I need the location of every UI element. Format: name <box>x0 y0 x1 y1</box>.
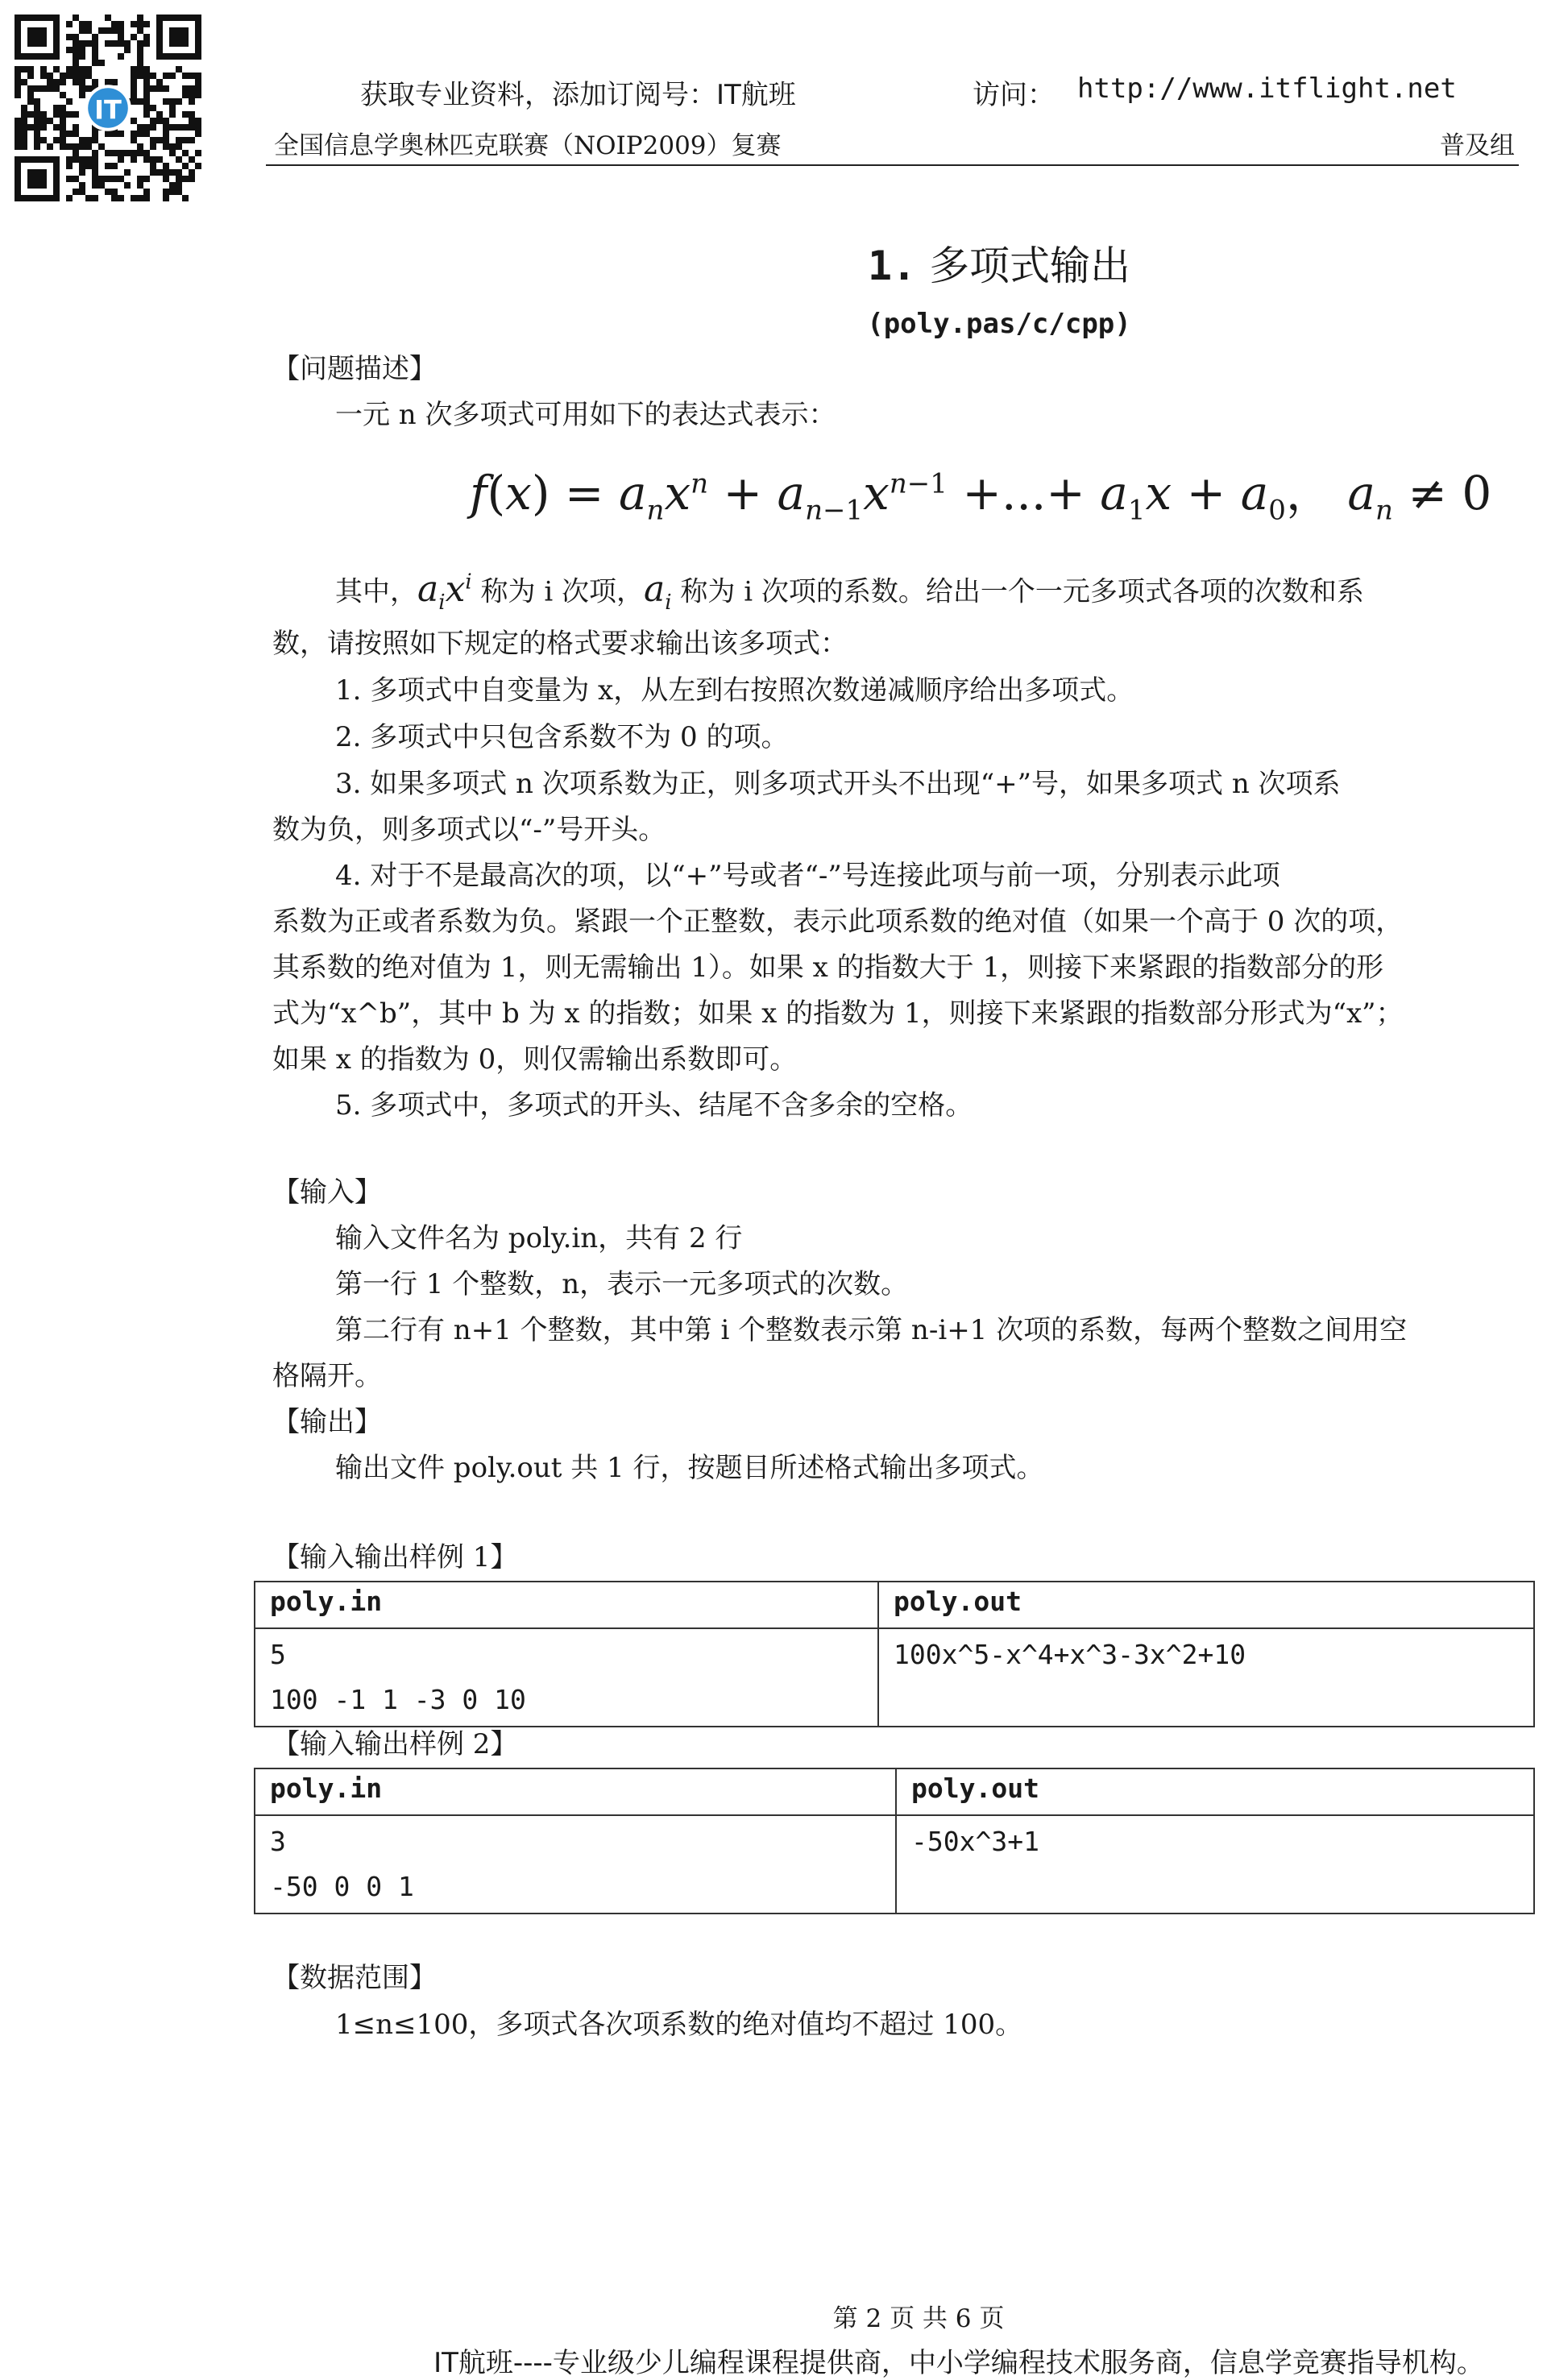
contest-name: 全国信息学奥林匹克联赛（NOIP2009）复赛 <box>274 131 782 160</box>
qr-logo <box>85 85 131 131</box>
promo-subscribe: 获取专业资料，添加订阅号：IT航班 <box>360 79 796 111</box>
section-heading-range: 【数据范围】 <box>272 1962 437 1994</box>
sample-2-table <box>254 1768 1535 1914</box>
input-line-2: 第一行 1 个整数，n，表示一元多项式的次数。 <box>335 1268 909 1300</box>
footer-slogan: IT航班----专业级少儿编程课程提供商，中小学编程技术服务商，信息学竞赛指导机构。 <box>433 2347 1484 2379</box>
description-intro: 一元 n 次多项式可用如下的表达式表示： <box>335 399 836 431</box>
sample-1-out-line-1: 100x^5-x^4+x^3-3x^2+10 <box>894 1639 1246 1670</box>
input-line-4: 格隔开。 <box>272 1360 382 1392</box>
polynomial-formula: $f(x) = a_nx^n + a_{n-1}x^{n-1}$ +...+ $a_1x + a_0$， $a_n \ne 0$ <box>470 466 1492 527</box>
range-line: 1≤n≤100，多项式各次项系数的绝对值均不超过 100。 <box>335 2009 1023 2041</box>
sample-2-in-cell <box>255 1815 896 1914</box>
rule-4-cont-4: 如果 x 的指数为 0，则仅需输出系数即可。 <box>272 1043 798 1076</box>
sample-1-out-cell <box>878 1628 1534 1727</box>
sample-1-in-header: poly.in <box>255 1582 878 1628</box>
description-line2: 数，请按照如下规定的格式要求输出该多项式： <box>272 628 848 660</box>
formula-condition: ≠ 0 <box>1408 466 1492 520</box>
sample-1-table <box>254 1581 1535 1727</box>
rule-4-cont-2: 其系数的绝对值为 1，则无需输出 1）。如果 x 的指数大于 1，则接下来紧跟的指数部分的形 <box>272 952 1384 984</box>
header-rule <box>266 164 1519 166</box>
description-line1-b: 称为 i 次项， <box>480 575 645 608</box>
promo-url[interactable]: http://www.itflight.net <box>1077 73 1457 105</box>
rule-4-cont-1: 系数为正或者系数为负。紧跟一个正整数，表示此项系数的绝对值（如果一个高于 0 次的项， <box>272 906 1404 938</box>
section-heading-description: 【问题描述】 <box>272 353 437 385</box>
qr-code <box>15 15 201 201</box>
problem-title <box>0 234 1547 292</box>
input-line-1: 输入文件名为 poly.in，共有 2 行 <box>335 1222 743 1254</box>
rule-3: 3. 如果多项式 n 次项系数为正，则多项式开头不出现“+”号，如果多项式 n 次项系 <box>335 768 1341 800</box>
rule-1: 1. 多项式中自变量为 x，从左到右按照次数递减顺序给出多项式。 <box>335 674 1134 707</box>
problem-name: 多项式输出 <box>929 243 1131 289</box>
page-number: 第 2 页 共 6 页 <box>832 2304 1005 2333</box>
description-line1: 其中，$a_ix^i$ 称为 i 次项，$a_i$ 称为 i 次项的系数。给出一个一元多项式各项的次数和系 <box>335 568 1364 615</box>
output-line: 输出文件 poly.out 共 1 行，按题目所述格式输出多项式。 <box>335 1452 1044 1484</box>
sample-2-out-cell <box>896 1815 1534 1914</box>
sample-1-in-line-2: 100 -1 1 -3 0 10 <box>270 1684 526 1715</box>
sample-1-out-header: poly.out <box>878 1582 1534 1628</box>
qr-logo-text: IT <box>94 94 122 126</box>
sample-2-out-line-1: -50x^3+1 <box>911 1826 1039 1857</box>
description-line1-c: 称为 i 次项的系数。给出一个一元多项式各项的次数和系 <box>680 575 1364 608</box>
sample-1-in-line-1: 5 <box>270 1639 286 1670</box>
rule-4-cont-3: 式为“x^b”，其中 b 为 x 的指数；如果 x 的指数为 1，则接下来紧跟的指数部分形式为“x”； <box>272 997 1404 1030</box>
description-line1-a: 其中， <box>335 575 417 608</box>
rule-4: 4. 对于不是最高次的项，以“+”号或者“-”号连接此项与前一项，分别表示此项 <box>335 860 1280 892</box>
section-heading-output: 【输出】 <box>272 1406 382 1438</box>
input-line-3: 第二行有 n+1 个整数，其中第 i 个整数表示第 n-i+1 次项的系数，每两个整数之间用空 <box>335 1314 1408 1346</box>
sample-2-in-header: poly.in <box>255 1768 896 1815</box>
sample-1-in-cell <box>255 1628 878 1727</box>
problem-file: (poly.pas/c/cpp) <box>867 308 1131 340</box>
sample-2-heading: 【输入输出样例 2】 <box>272 1728 518 1760</box>
sample-2-in-line-1: 3 <box>270 1826 286 1857</box>
sample-2-in-line-2: -50 0 0 1 <box>270 1871 414 1902</box>
sample-2-out-header: poly.out <box>896 1768 1534 1815</box>
section-heading-input: 【输入】 <box>272 1176 382 1209</box>
group-name: 普及组 <box>1440 131 1515 160</box>
rule-2: 2. 多项式中只包含系数不为 0 的项。 <box>335 721 789 753</box>
sample-1-heading: 【输入输出样例 1】 <box>272 1541 518 1574</box>
rule-3-cont: 数为负，则多项式以“-”号开头。 <box>272 814 666 846</box>
promo-visit-label: 访问： <box>973 79 1055 111</box>
problem-number: 1. <box>867 243 917 289</box>
rule-5: 5. 多项式中，多项式的开头、结尾不含多余的空格。 <box>335 1089 973 1122</box>
